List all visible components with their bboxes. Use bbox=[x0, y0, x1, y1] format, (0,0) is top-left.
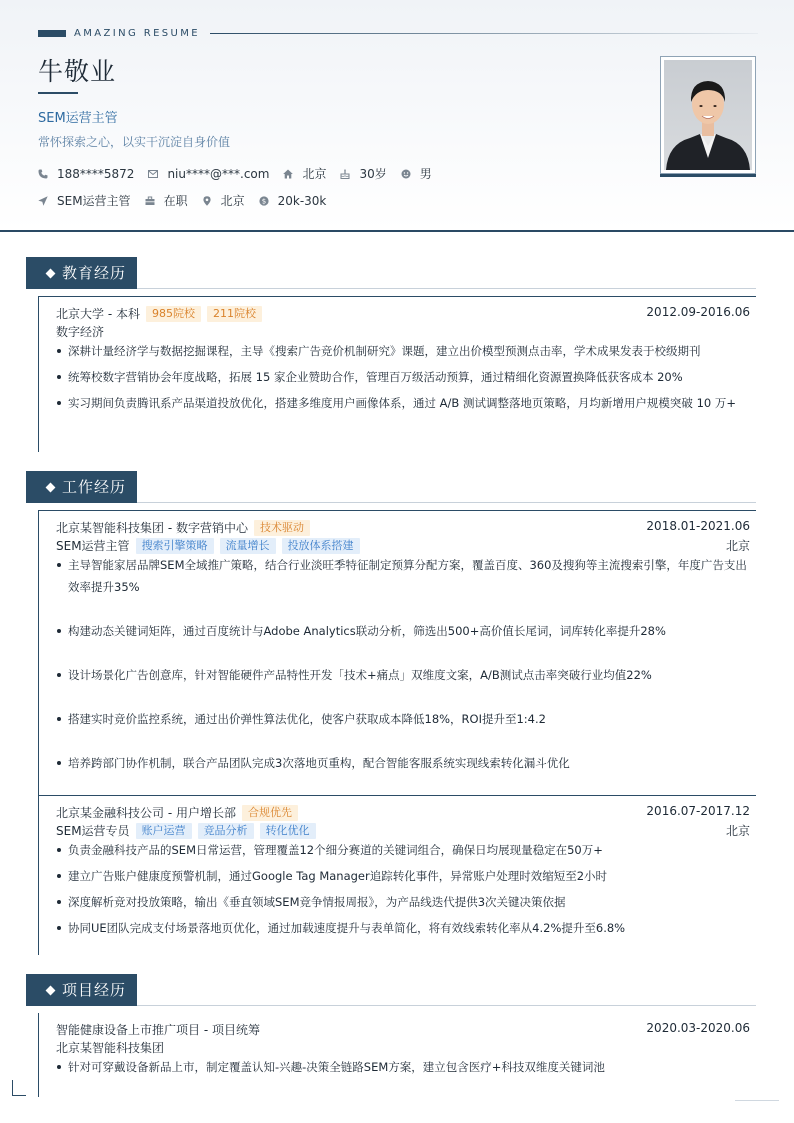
profile-photo-frame bbox=[660, 56, 756, 174]
role-tag: 转化优化 bbox=[260, 823, 316, 839]
resume-header bbox=[0, 0, 794, 232]
smile-icon bbox=[401, 169, 411, 179]
gender-item bbox=[401, 165, 432, 182]
age-text: 30岁 bbox=[359, 167, 387, 181]
brand-row bbox=[38, 28, 758, 40]
role-tag: 投放体系搭建 bbox=[282, 538, 360, 554]
school-tag: 985院校 bbox=[146, 306, 201, 322]
project-name: 智能健康设备上市推广项目 - 项目统筹 bbox=[56, 1023, 260, 1037]
education-block bbox=[38, 296, 756, 452]
section-tag bbox=[26, 974, 137, 1006]
brand-bar bbox=[38, 30, 66, 37]
target-position-item bbox=[38, 192, 131, 209]
email-item bbox=[148, 167, 269, 181]
svg-text:$: $ bbox=[261, 197, 266, 206]
major: 数字经济 bbox=[56, 325, 105, 339]
contact-row bbox=[38, 165, 446, 182]
salary-text: 20k-30k bbox=[277, 193, 327, 208]
work-block-1 bbox=[38, 510, 756, 795]
education-bullet: 深耕计量经济学与数据挖掘课程，主导《搜索广告竞价机制研究》课题，建立出价模型预测点击率，学术成果发表于校级期刊 bbox=[56, 340, 751, 362]
work-location: 北京 bbox=[725, 824, 750, 838]
role-tag: 流量增长 bbox=[220, 538, 276, 554]
role-name: SEM运营专员 bbox=[56, 824, 130, 838]
section-title: 项目经历 bbox=[62, 981, 127, 999]
section-tag bbox=[26, 471, 137, 503]
email-text: niu****@***.com bbox=[167, 166, 270, 181]
role-line bbox=[56, 822, 316, 839]
section-header-project bbox=[26, 974, 756, 1006]
target-city-text: 北京 bbox=[220, 194, 245, 208]
school-line bbox=[56, 305, 262, 322]
send-icon bbox=[38, 196, 48, 206]
phone-icon bbox=[38, 169, 48, 179]
page-corner-mark bbox=[12, 1080, 26, 1096]
section-title: 教育经历 bbox=[62, 264, 127, 282]
job-intent-row bbox=[38, 192, 340, 209]
slogan: 常怀探索之心，以实干沉淀自身价值 bbox=[38, 135, 231, 149]
work-bullet: 负责金融科技产品的SEM日常运营，管理覆盖12个细分赛道的关键词组合，确保日均展现量稳定在50万+ bbox=[56, 839, 751, 861]
company-name: 北京某智能科技集团 - 数字营销中心 bbox=[56, 521, 248, 535]
name-underline bbox=[38, 92, 78, 94]
education-bullet: 统筹校数字营销协会年度战略，拓展 15 家企业赞助合作，管理百万级活动预算，通过精细化资源置换降低获客成本 20% bbox=[56, 366, 751, 388]
company-line bbox=[56, 519, 310, 536]
section-header-work bbox=[26, 471, 756, 503]
home-item bbox=[283, 165, 326, 182]
work-bullet: 培养跨部门协作机制，联合产品团队完成3次落地页重构，配合智能客服系统实现线索转化漏斗优化 bbox=[56, 752, 751, 774]
role-name: SEM运营主管 bbox=[56, 539, 130, 553]
role-tag: 竞品分析 bbox=[198, 823, 254, 839]
project-date: 2020.03-2020.06 bbox=[646, 1021, 750, 1035]
section-title: 工作经历 bbox=[62, 478, 127, 496]
school-name: 北京大学 - 本科 bbox=[56, 307, 140, 321]
phone-text: 188****5872 bbox=[57, 166, 135, 181]
company-line bbox=[56, 804, 298, 821]
home-icon bbox=[283, 169, 293, 179]
company-name: 北京某金融科技公司 - 用户增长部 bbox=[56, 806, 236, 820]
target-city-item bbox=[202, 192, 245, 209]
work-date: 2018.01-2021.06 bbox=[646, 519, 750, 533]
diamond-icon bbox=[46, 986, 56, 996]
target-position-text: SEM运营主管 bbox=[57, 194, 131, 208]
work-bullet: 构建动态关键词矩阵，通过百度统计与Adobe Analytics联动分析，筛选出500+高价值长尾词，词库转化率提升28% bbox=[56, 620, 751, 642]
page-corner-line bbox=[735, 1100, 779, 1101]
section-header-education bbox=[26, 257, 756, 289]
gender-text: 男 bbox=[419, 167, 432, 181]
diamond-icon bbox=[46, 483, 56, 493]
company-tag: 技术驱动 bbox=[254, 520, 310, 536]
status-item bbox=[145, 192, 188, 209]
briefcase-icon bbox=[145, 196, 155, 206]
profile-photo bbox=[664, 60, 752, 170]
location-pin-icon bbox=[202, 196, 212, 206]
role-tag: 账户运营 bbox=[136, 823, 192, 839]
phone-item bbox=[38, 167, 134, 181]
mail-icon bbox=[148, 169, 158, 179]
work-location: 北京 bbox=[725, 539, 750, 553]
work-bullet: 设计场景化广告创意库，针对智能硬件产品特性开发「技术+痛点」双维度文案，A/B测试点击率突破行业均值22% bbox=[56, 664, 751, 686]
section-divider bbox=[137, 1005, 756, 1006]
section-divider bbox=[137, 502, 756, 503]
section-tag bbox=[26, 257, 137, 289]
project-block bbox=[38, 1013, 756, 1097]
diamond-icon bbox=[46, 269, 56, 279]
cake-icon bbox=[340, 169, 350, 179]
role-line bbox=[56, 537, 360, 554]
home-text: 北京 bbox=[302, 167, 327, 181]
work-bullet: 主导智能家居品牌SEM全域推广策略，结合行业淡旺季特征制定预算分配方案，覆盖百度、360及搜狗等主流搜索引擎，年度广告支出效率提升35% bbox=[56, 554, 751, 598]
age-item bbox=[340, 165, 386, 182]
job-title: SEM运营主管 bbox=[38, 111, 118, 126]
salary-item bbox=[259, 194, 327, 208]
role-tag: 搜索引擎策略 bbox=[136, 538, 214, 554]
project-company: 北京某智能科技集团 bbox=[56, 1041, 165, 1055]
work-bullet: 建立广告账户健康度预警机制，通过Google Tag Manager追踪转化事件，异常账户处理时效缩短至2小时 bbox=[56, 865, 751, 887]
work-bullet: 协同UE团队完成支付场景落地页优化，通过加载速度提升与表单简化，将有效线索转化率从4.2%提升至6.8% bbox=[56, 917, 751, 939]
education-date: 2012.09-2016.06 bbox=[646, 305, 750, 319]
status-text: 在职 bbox=[163, 194, 188, 208]
work-bullet: 深度解析竞对投放策略，输出《垂直领域SEM竞争情报周报》，为产品线迭代提供3次关键决策依据 bbox=[56, 891, 751, 913]
brand-text: AMAZING RESUME bbox=[74, 28, 200, 39]
money-icon bbox=[259, 196, 269, 206]
work-block-2 bbox=[38, 795, 756, 955]
company-tag: 合规优先 bbox=[242, 805, 298, 821]
brand-divider bbox=[210, 33, 758, 34]
candidate-name: 牛敬业 bbox=[38, 57, 117, 86]
work-date: 2016.07-2017.12 bbox=[646, 804, 750, 818]
section-divider bbox=[137, 288, 756, 289]
school-tag: 211院校 bbox=[207, 306, 262, 322]
project-bullet: 针对可穿戴设备新品上市，制定覆盖认知-兴趣-决策全链路SEM方案，建立包含医疗+科技双维度关键词池 bbox=[56, 1056, 751, 1078]
work-bullet: 搭建实时竞价监控系统，通过出价弹性算法优化，使客户获取成本降低18%，ROI提升至1:4.2 bbox=[56, 708, 751, 730]
education-bullet: 实习期间负责腾讯系产品渠道投放优化，搭建多维度用户画像体系，通过 A/B 测试调整落地页策略，月均新增用户规模突破 10 万+ bbox=[56, 392, 751, 414]
person-silhouette-icon bbox=[664, 60, 752, 170]
